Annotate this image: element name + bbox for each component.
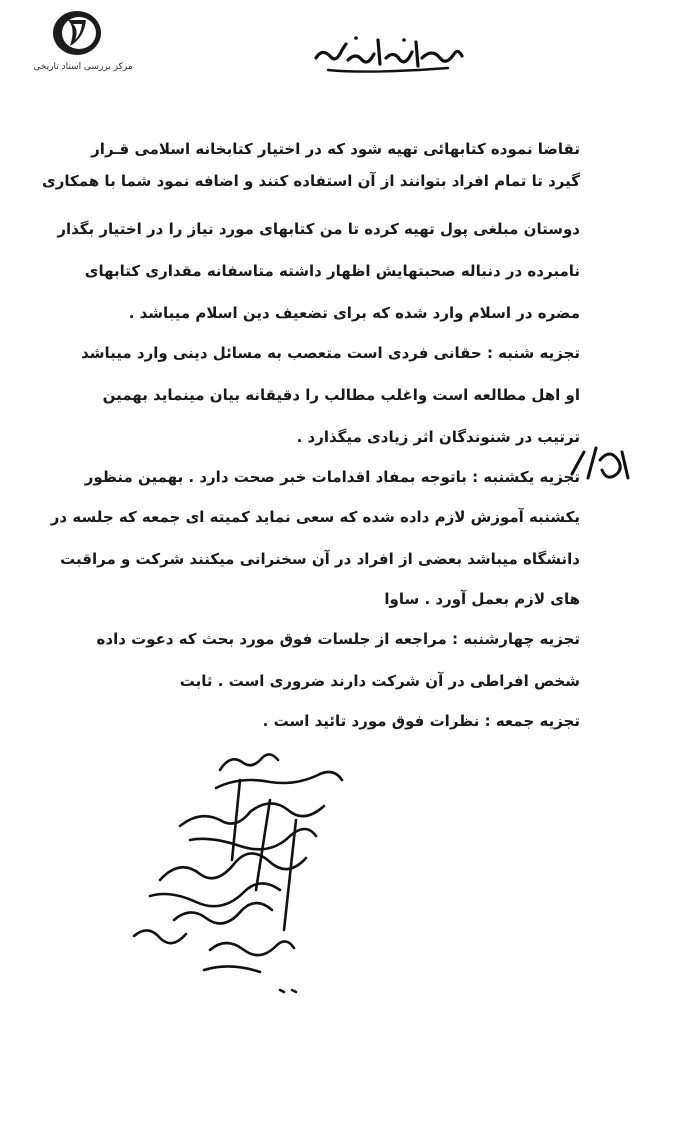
body-line: تجزیه شنبه : حقانی فردی است متعصب به مسائل دینی وارد میباشد (81, 344, 580, 362)
body-line: دوستان مبلغی پول تهیه کرده تا من کتابهای مورد نیاز را در اختیار بگذار (57, 220, 580, 238)
body-line: تجزیه جمعه : نظرات فوق مورد تائید است . (262, 712, 580, 730)
margin-annotation (566, 438, 636, 488)
body-line: نامبرده در دنباله صحبتهایش اظهار داشته متاسفانه مقداری کتابهای (84, 262, 580, 280)
body-line: دانشگاه میباشد بعضی از افراد در آن سخنرانی میکنند شرکت و مراقبت (60, 550, 580, 568)
body-line: او اهل مطالعه است واغلب مطالب را دقیقانه بیان مینماید بهمین (102, 386, 580, 404)
archive-emblem-icon (46, 8, 108, 58)
archive-logo (8, 8, 148, 78)
logo-caption: مرکز بررسی اسناد تاریخی (33, 62, 133, 72)
body-line: تجزیه یکشنبه : باتوجه بمفاد اقدامات خبر صحت دارد . بهمین منظور (84, 468, 580, 486)
body-line: تجزیه چهارشنبه : مراجعه از جلسات فوق مورد بحث که دعوت داده (96, 630, 580, 648)
body-line: مضره در اسلام وارد شده که برای تضعیف دین اسلام میباشد . (128, 304, 580, 322)
body-line: یکشنبه آموزش لازم داده شده که سعی نماید کمیته ای جمعه که جلسه در (50, 508, 580, 526)
body-line: تقاضا نموده کتابهائی تهیه شود که در اختیار کتابخانه اسلامی قـرار (91, 140, 580, 158)
body-line: های لازم بعمل آورد . ساوا (384, 590, 580, 608)
body-line: شخص افراطی در آن شرکت دارند ضروری است . ثابت (179, 672, 580, 690)
handwritten-signature (120, 740, 360, 1000)
handwritten-heading (308, 30, 468, 78)
body-line: گیرد تا تمام افراد بتوانند از آن استفاده کنند و اضافه نمود شما با همکاری (42, 172, 580, 190)
body-line: ترتیب در شنوندگان اثر زیادی میگذارد . (296, 428, 580, 446)
